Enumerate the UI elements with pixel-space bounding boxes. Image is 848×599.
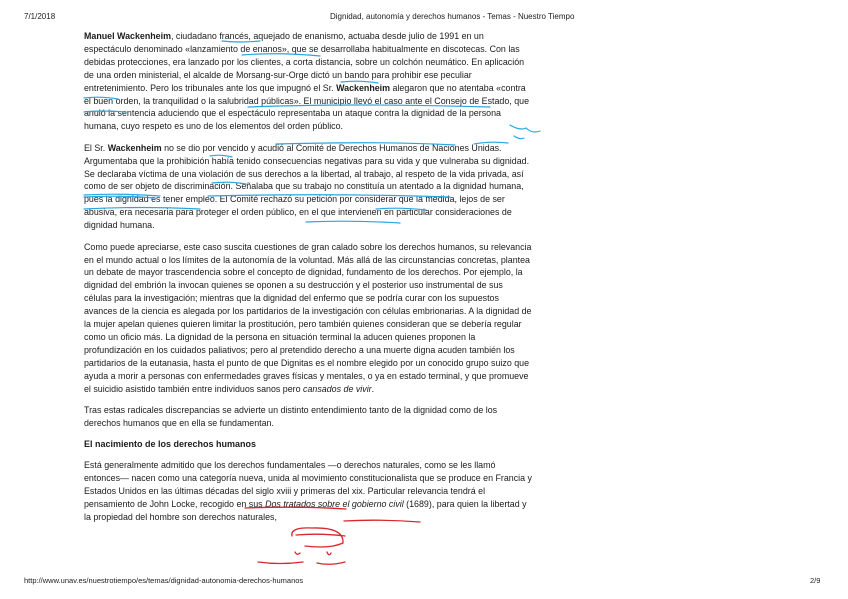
text-run: Como puede apreciarse, este caso suscita cuestiones de gran calado sobre los derechos humanos, su relevancia en el mundo actual o los límites de la autonomía de la voluntad. Más allá de las circunstancias concretas, plantea un debate de mayor trascendencia sobre el concepto de dignidad, fundamento de los derechos. Por ejemplo, la dignidad del embrión la invocan quienes se oponen a su destrucción y el posterior uso instrumental de sus células para la investigación; mientras que la dignidad del enfermo que se podría curar con los supuestos avances de la ciencia es alegada por los partidarios de la investigación con células embrionarias. A la dignidad de la mujer apelan quienes quieren limitar la prostitución, pero también quienes consideran que se debería regular como un oficio más. La dignidad de la persona en situación terminal la aducen quienes proponen la profundización en los cuidados paliativos; pero al pretendido derecho a una muerte digna acuden también los partidarios de la eutanasia, hasta el punto de que Dignitas es el nombre elegido por un conocido grupo suizo que ayuda a morir a personas con enfermedades graves físicas y mentales, o ya en estado terminal, y que promueve el suicidio asistido también entre individuos sanos pero: [84, 241, 532, 394]
paragraph-2: [84, 142, 532, 232]
text-run: (1689), para quien la libertad y la propiedad del hombre son derechos naturales,: [84, 498, 527, 522]
text-run: El Sr.: [84, 142, 108, 153]
paragraph-5: [84, 459, 532, 524]
text-run: Dos tratados sobre el gobierno civil: [265, 498, 404, 509]
text-run: cansados de vivir: [303, 383, 372, 394]
text-run: no se dio por vencido y acudió al Comité de Derechos Humanos de Naciones Unidas. Argumentaba que la prohibición había tenido consecuencias negativas para su vida y que vulneraba su dignidad. Se declaraba víctima de una violación de sus derechos a la libertad, al trabajo, al respeto de la vida privada, así como de ser objeto de discriminación. Señalaba que su trabajo no constituía un atentado a la dignidad humana, pues la dignidad es tener empleo. El Comité rechazó su petición por considerar que la medida, lejos de ser abusiva, era necesaria para proteger el orden público, en el que intervienen en particular consideraciones de dignidad humana.: [84, 142, 530, 231]
page-header-date: 7/1/2018: [24, 12, 56, 21]
text-run: Manuel Wackenheim: [84, 31, 171, 41]
text-run: Wackenheim: [336, 82, 391, 93]
text-run: Wackenheim: [107, 142, 162, 153]
text-run: , ciudadano francés, aquejado de enanismo, actuaba desde julio de 1991 en un espectáculo denominado «lanzamiento de enanos», que se desarrollaba habitualmente en discotecas. Con las debidas protecciones, era lanzado por los clientes, a corta distancia, sobre un colchón neumático. En aplicación de una orden ministerial, el alcalde de Morsang-sur-Orge dictó un bando para prohibir ese peculiar entretenimiento. Pero los tribunales ante los que impugnó el Sr.: [84, 31, 525, 93]
text-run: Está generalmente admitido que los derechos fundamentales —o derechos naturales, como se les llamó entonces— nacen como una categoría nueva, unida al movimiento constitucionalista que se produce en Francia y Estados Unidos en las últimas décadas del siglo xviii y primeras del xix. Particular relevancia tendrá el pensamiento de John Locke, recogido en sus: [84, 460, 532, 509]
text-run: alegaron que no atentaba «contra el buen orden, la tranquilidad o la salubridad públicas». El municipio llevó el caso ante el Consejo de Estado, que anuló la sentencia aduciendo que el espectáculo representaba un ataque contra la dignidad de la persona humana, cuyo respeto es uno de los elementos del orden público.: [84, 82, 530, 132]
text-run: Tras estas radicales discrepancias se advierte un distinto entendimiento tanto de la dignidad como de los derechos humanos que en ella se fundamentan.: [84, 404, 498, 428]
text-run: .: [371, 383, 375, 394]
article-body: [84, 30, 532, 532]
page-number: 2/9: [810, 576, 821, 585]
page-header-title: Dignidad, autonomía y derechos humanos - Temas - Nuestro Tiempo: [330, 12, 575, 21]
paragraph-4: [84, 404, 532, 430]
section-heading: El nacimiento de los derechos humanos: [84, 439, 257, 450]
paragraph-1: [84, 30, 532, 133]
paragraph-3: [84, 241, 532, 396]
page-footer-url: http://www.unav.es/nuestrotiempo/es/temas/dignidad-autonomia-derechos-humanos: [24, 576, 304, 585]
